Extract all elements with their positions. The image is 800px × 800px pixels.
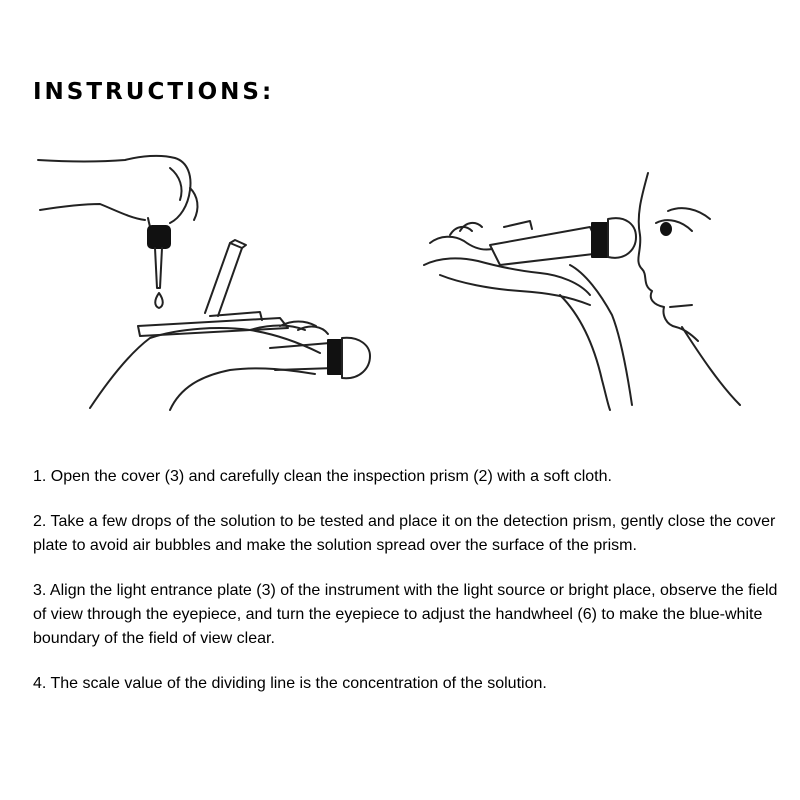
step-2: 2. Take a few drops of the solution to be tested and place it on the detection prism, gently close the cover plate to avoid air bubbles and make the solution spread over the surface of the prism. [33, 513, 776, 554]
step-4: 4. The scale value of the dividing line is the concentration of the solution. [33, 675, 547, 692]
dropper-refractometer-illustration [30, 148, 380, 413]
eyepiece-viewing-illustration [420, 165, 780, 415]
step-3: 3. Align the light entrance plate (3) of the instrument with the light source or bright place, observe the field of view through the eyepiece, and turn the eyepiece to adjust the handwheel (6) to make the blue-white boundary of the field of view clear. [33, 582, 778, 647]
step-1: 1. Open the cover (3) and carefully clean the inspection prism (2) with a soft cloth. [33, 468, 612, 485]
instruction-steps [33, 465, 783, 717]
page-title: INSTRUCTIONS: [33, 79, 275, 105]
